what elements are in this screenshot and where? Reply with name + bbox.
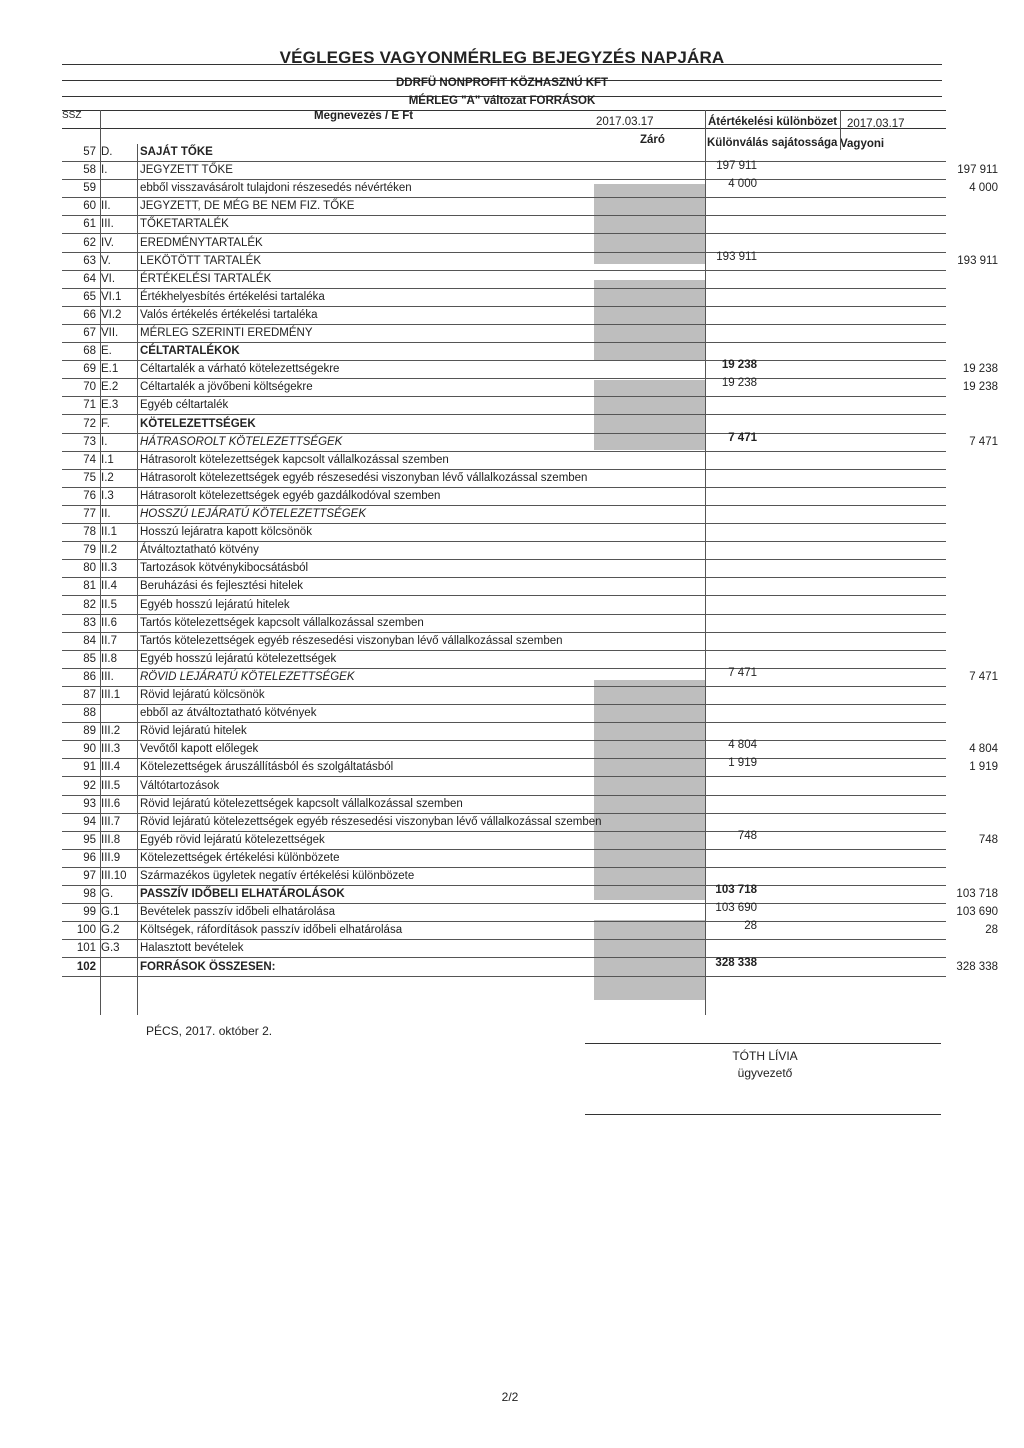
row-label: Vevőtől kapott előlegek [140,743,259,756]
row-number: 89 [83,725,96,738]
opening-value: 4 804 [969,743,998,756]
table-row [62,920,998,940]
table-row [62,506,946,524]
ssz-header: SSZ [62,110,82,121]
closing-value: 197 911 [716,160,757,173]
row-number: 93 [83,797,96,810]
table-row [62,705,946,723]
date2-header: 2017.03.17 [847,118,905,130]
table-row [62,343,946,361]
closing-value: 4 000 [728,178,757,191]
row-number: 92 [83,779,96,792]
row-code: III.8 [101,833,121,846]
row-label: EREDMÉNYTARTALÉK [140,236,263,249]
page-number: 2/2 [501,1390,519,1404]
table-row [62,431,998,452]
row-number: 96 [83,851,96,864]
row-code: I.3 [101,489,114,502]
row-label: Átváltoztatható kötvény [140,544,259,557]
row-label: KÖTELEZETTSÉGEK [140,417,256,430]
signer-name: TÓTH LÍVIA [732,1049,798,1063]
row-label: SAJÁT TŐKE [140,146,213,158]
row-code: G.3 [101,942,120,955]
opening-value: 328 338 [956,960,998,973]
row-label: MÉRLEG SZERINTI EREDMÉNY [140,327,313,339]
table-row [62,524,946,542]
row-number: 76 [83,489,96,502]
row-code: D. [101,146,113,158]
table-row [62,597,946,615]
table-row [62,470,946,488]
opening-value: 19 238 [962,363,998,376]
row-label: Rövid lejáratú kötelezettségek egyéb részesedési viszonyban lévő vállalkozással szemben [140,815,602,828]
row-label: ÉRTÉKELÉSI TARTALÉK [140,272,272,285]
table-header-rule [62,128,946,129]
table-row [62,757,998,777]
closing-value: 28 [744,920,757,933]
table-row [62,542,946,560]
row-number: 97 [83,870,96,882]
closing-value: 19 238 [721,359,757,372]
row-code: III.4 [101,761,121,774]
row-number: 94 [83,815,96,828]
row-code: II.1 [101,526,117,539]
row-code: VI. [101,272,116,285]
row-code: II.4 [101,580,117,593]
opening-value: 28 [985,924,998,937]
table-row [62,377,998,397]
table-row [62,160,998,180]
table-row [62,307,946,325]
row-label: PASSZÍV IDŐBELI ELHATÁROLÁSOK [140,888,345,901]
table-row [62,940,946,958]
row-number: 79 [83,544,96,557]
table-row [62,325,946,343]
row-code: I. [101,164,108,177]
row-label: Halasztott bevételek [140,942,244,955]
company-name: DDRFÜ NONPROFIT KÖZHASZNÚ KFT [395,77,609,89]
row-code: III.10 [101,870,127,882]
name-header: Megnevezés / E Ft [314,110,414,122]
row-code: II.3 [101,562,117,575]
closing-value: 748 [737,829,757,842]
closing-value: 328 338 [715,956,757,969]
row-number: 74 [83,453,96,466]
row-label: Egyéb céltartalék [140,399,229,412]
date1-header: 2017.03.17 [596,116,654,128]
row-number: 63 [83,254,96,267]
row-label: HÁTRASOROLT KÖTELEZETTSÉGEK [140,435,343,448]
row-number: 101 [76,942,96,955]
row-label: Tartós kötelezettségek egyéb részesedési viszonyban lévő vállalkozással szemben [140,634,563,647]
table-row [62,884,998,904]
opening-value: 7 471 [969,435,998,448]
closing-value: 4 804 [728,739,757,752]
signature-line [585,1114,941,1115]
row-number: 99 [83,906,96,919]
row-label: Egyéb hosszú lejáratú hitelek [140,598,290,611]
opening-value: 103 718 [956,888,998,901]
table-row [62,397,946,415]
row-number: 84 [83,634,96,647]
row-number: 69 [83,363,96,376]
row-number: 91 [83,761,96,774]
row-code: VI.1 [101,290,122,303]
row-number: 68 [83,345,96,358]
row-number: 64 [83,272,96,285]
table-row [62,651,946,669]
table-row [62,850,946,868]
signature-line [585,1043,941,1044]
row-number: 71 [83,399,96,412]
closing-value: 19 238 [721,377,757,390]
row-label: LEKÖTÖTT TARTALÉK [140,254,261,267]
row-label: ebből az átváltoztatható kötvények [140,707,317,720]
row-label: Hátrasorolt kötelezettségek egyéb részesedési viszonyban lévő vállalkozással szemben [140,471,588,484]
row-code: II. [101,508,111,520]
table-row [62,956,998,977]
row-number: 61 [83,218,96,231]
opening-value: 1 919 [969,761,998,774]
row-label: Hátrasorolt kötelezettségek egyéb gazdálkodóval szemben [140,489,441,502]
row-code: IV. [101,236,115,249]
row-number: 86 [83,670,96,683]
row-number: 62 [83,236,96,249]
row-code: G. [101,888,114,901]
row-code: G.1 [101,906,120,919]
row-code: III. [101,218,114,231]
row-code: III.7 [101,815,121,828]
row-number: 77 [83,508,96,520]
opening-value: 748 [978,833,998,846]
row-number: 87 [83,689,96,701]
row-label: Beruházási és fejlesztési hitelek [140,580,303,593]
row-number: 88 [83,707,96,720]
date2-subheader: Vagyoni [840,138,885,150]
row-code: III.3 [101,743,121,756]
row-code: I.1 [101,453,114,466]
table-row [62,452,946,470]
signer-role: ügyvezető [737,1066,793,1080]
opening-value: 7 471 [969,670,998,683]
row-code: II.5 [101,598,117,611]
opening-value: 4 000 [969,182,998,195]
table-row [62,796,946,814]
row-rule [62,976,946,977]
row-label: CÉLTARTALÉKOK [140,345,240,358]
table-row [62,723,946,741]
row-code: III.5 [101,779,121,792]
date1-subheader: Záró [640,134,665,146]
row-number: 90 [83,743,96,756]
closing-value: 7 471 [728,431,757,444]
table-row [62,416,946,434]
row-code: E.3 [101,399,119,412]
table-row [62,359,998,379]
place-date: PÉCS, 2017. október 2. [146,1024,273,1038]
row-number: 57 [83,146,96,158]
table-row [62,198,946,216]
row-code: I. [101,435,108,448]
row-label: FORRÁSOK ÖSSZESEN: [140,960,276,973]
table-top-rule [62,110,946,111]
table-row [62,615,946,633]
row-label: Bevételek passzív időbeli elhatárolása [140,906,335,919]
row-label: JEGYZETT TŐKE [140,164,233,177]
diff-subheader: Különválás sajátossága [707,137,838,149]
row-code: III. [101,670,114,683]
row-code: III.9 [101,851,121,864]
table-row [62,235,946,253]
row-number: 65 [83,290,96,303]
row-code: II.6 [101,616,117,629]
document-subtitle: MÉRLEG "A" változat FORRÁSOK [408,95,596,107]
closing-value: 193 911 [716,250,757,263]
row-label: RÖVID LEJÁRATÚ KÖTELEZETTSÉGEK [140,670,355,683]
row-number: 59 [83,182,96,195]
row-label: Költségek, ráfordítások passzív időbeli elhatárolása [140,924,403,937]
table-row [62,250,998,271]
row-label: Valós értékelés értékelési tartaléka [140,308,318,321]
closing-value: 103 690 [715,902,757,915]
row-label: Egyéb hosszú lejáratú kötelezettségek [140,652,337,665]
row-number: 85 [83,652,96,665]
row-code: E. [101,345,112,358]
document-title: VÉGLEGES VAGYONMÉRLEG BEJEGYZÉS NAPJÁRA [279,48,725,67]
table-row [62,829,998,850]
row-number: 98 [83,888,96,901]
table-row [62,633,946,651]
row-code: G.2 [101,924,120,937]
row-number: 100 [76,924,96,937]
row-number: 102 [76,960,96,973]
row-number: 75 [83,471,96,484]
table-row [62,178,998,198]
row-number: 58 [83,164,96,177]
row-code: II.7 [101,634,117,647]
table-row [62,868,946,886]
opening-value: 197 911 [957,164,998,177]
row-code: F. [101,417,110,430]
row-label: Hátrasorolt kötelezettségek kapcsolt vállalkozással szemben [140,453,449,466]
row-label: TŐKETARTALÉK [140,218,229,231]
row-code: VII. [101,327,119,339]
table-row [62,778,946,796]
row-number: 72 [83,417,96,430]
row-code: II.2 [101,544,117,557]
closing-value: 1 919 [728,757,757,770]
row-code: V. [101,254,111,267]
row-number: 70 [83,381,96,394]
table-row [62,271,946,289]
row-number: 73 [83,435,96,448]
row-code: E.2 [101,381,119,394]
row-code: III.2 [101,725,121,738]
row-number: 83 [83,616,96,629]
row-number: 80 [83,562,96,575]
row-code: E.1 [101,363,119,376]
row-label: Tartozások kötvénykibocsátásból [140,562,309,575]
table-row [62,739,998,759]
row-code: III.6 [101,797,121,810]
row-code: I.2 [101,471,114,484]
row-label: Hosszú lejáratra kapott kölcsönök [140,526,312,539]
row-label: Rövid lejáratú kölcsönök [140,689,265,701]
row-label: Váltótartozások [140,779,220,792]
row-label: Kötelezettségek áruszállításból és szolgáltatásból [140,761,394,774]
row-code: II.8 [101,652,117,665]
row-number: 82 [83,598,96,611]
table-row [62,488,946,506]
table-row [62,560,946,578]
table-row [62,144,946,162]
closing-value: 7 471 [728,666,757,679]
row-label: Származékos ügyletek negatív értékelési különbözete [140,870,415,882]
row-label: JEGYZETT, DE MÉG BE NEM FIZ. TŐKE [140,200,355,213]
row-number: 78 [83,526,96,539]
row-label: Egyéb rövid lejáratú kötelezettségek [140,833,325,846]
table-row [62,814,946,832]
row-number: 95 [83,833,96,846]
row-label: Céltartalék a várható kötelezettségekre [140,363,340,376]
row-label: Rövid lejáratú hitelek [140,725,247,738]
opening-value: 19 238 [962,381,998,394]
row-label: Rövid lejáratú kötelezettségek kapcsolt vállalkozással szemben [140,797,463,810]
table-row [62,687,946,705]
row-label: Kötelezettségek értékelési különbözete [140,851,340,864]
row-label: Céltartalék a jövőbeni költségekre [140,381,313,394]
diff-header: Átértékelési különbözet [708,116,838,128]
table-row [62,902,998,922]
opening-value: 193 911 [957,254,998,267]
closing-value: 103 718 [715,884,757,897]
row-number: 60 [83,200,96,213]
row-number: 66 [83,308,96,321]
opening-value: 103 690 [956,906,998,919]
row-number: 81 [83,580,96,593]
table-row [62,666,998,687]
row-label: HOSSZÚ LEJÁRATÚ KÖTELEZETTSÉGEK [140,508,366,520]
row-label: ebből visszavásárolt tulajdoni részesedés névértéken [140,182,412,195]
row-number: 67 [83,327,96,339]
row-label: Értékhelyesbítés értékelési tartaléka [140,290,325,303]
row-code: III.1 [101,689,121,701]
table-row [62,578,946,596]
row-code: II. [101,200,111,213]
table-row [62,289,946,307]
row-label: Tartós kötelezettségek kapcsolt vállalkozással szemben [140,616,424,629]
table-row [62,216,946,234]
row-code: VI.2 [101,308,122,321]
